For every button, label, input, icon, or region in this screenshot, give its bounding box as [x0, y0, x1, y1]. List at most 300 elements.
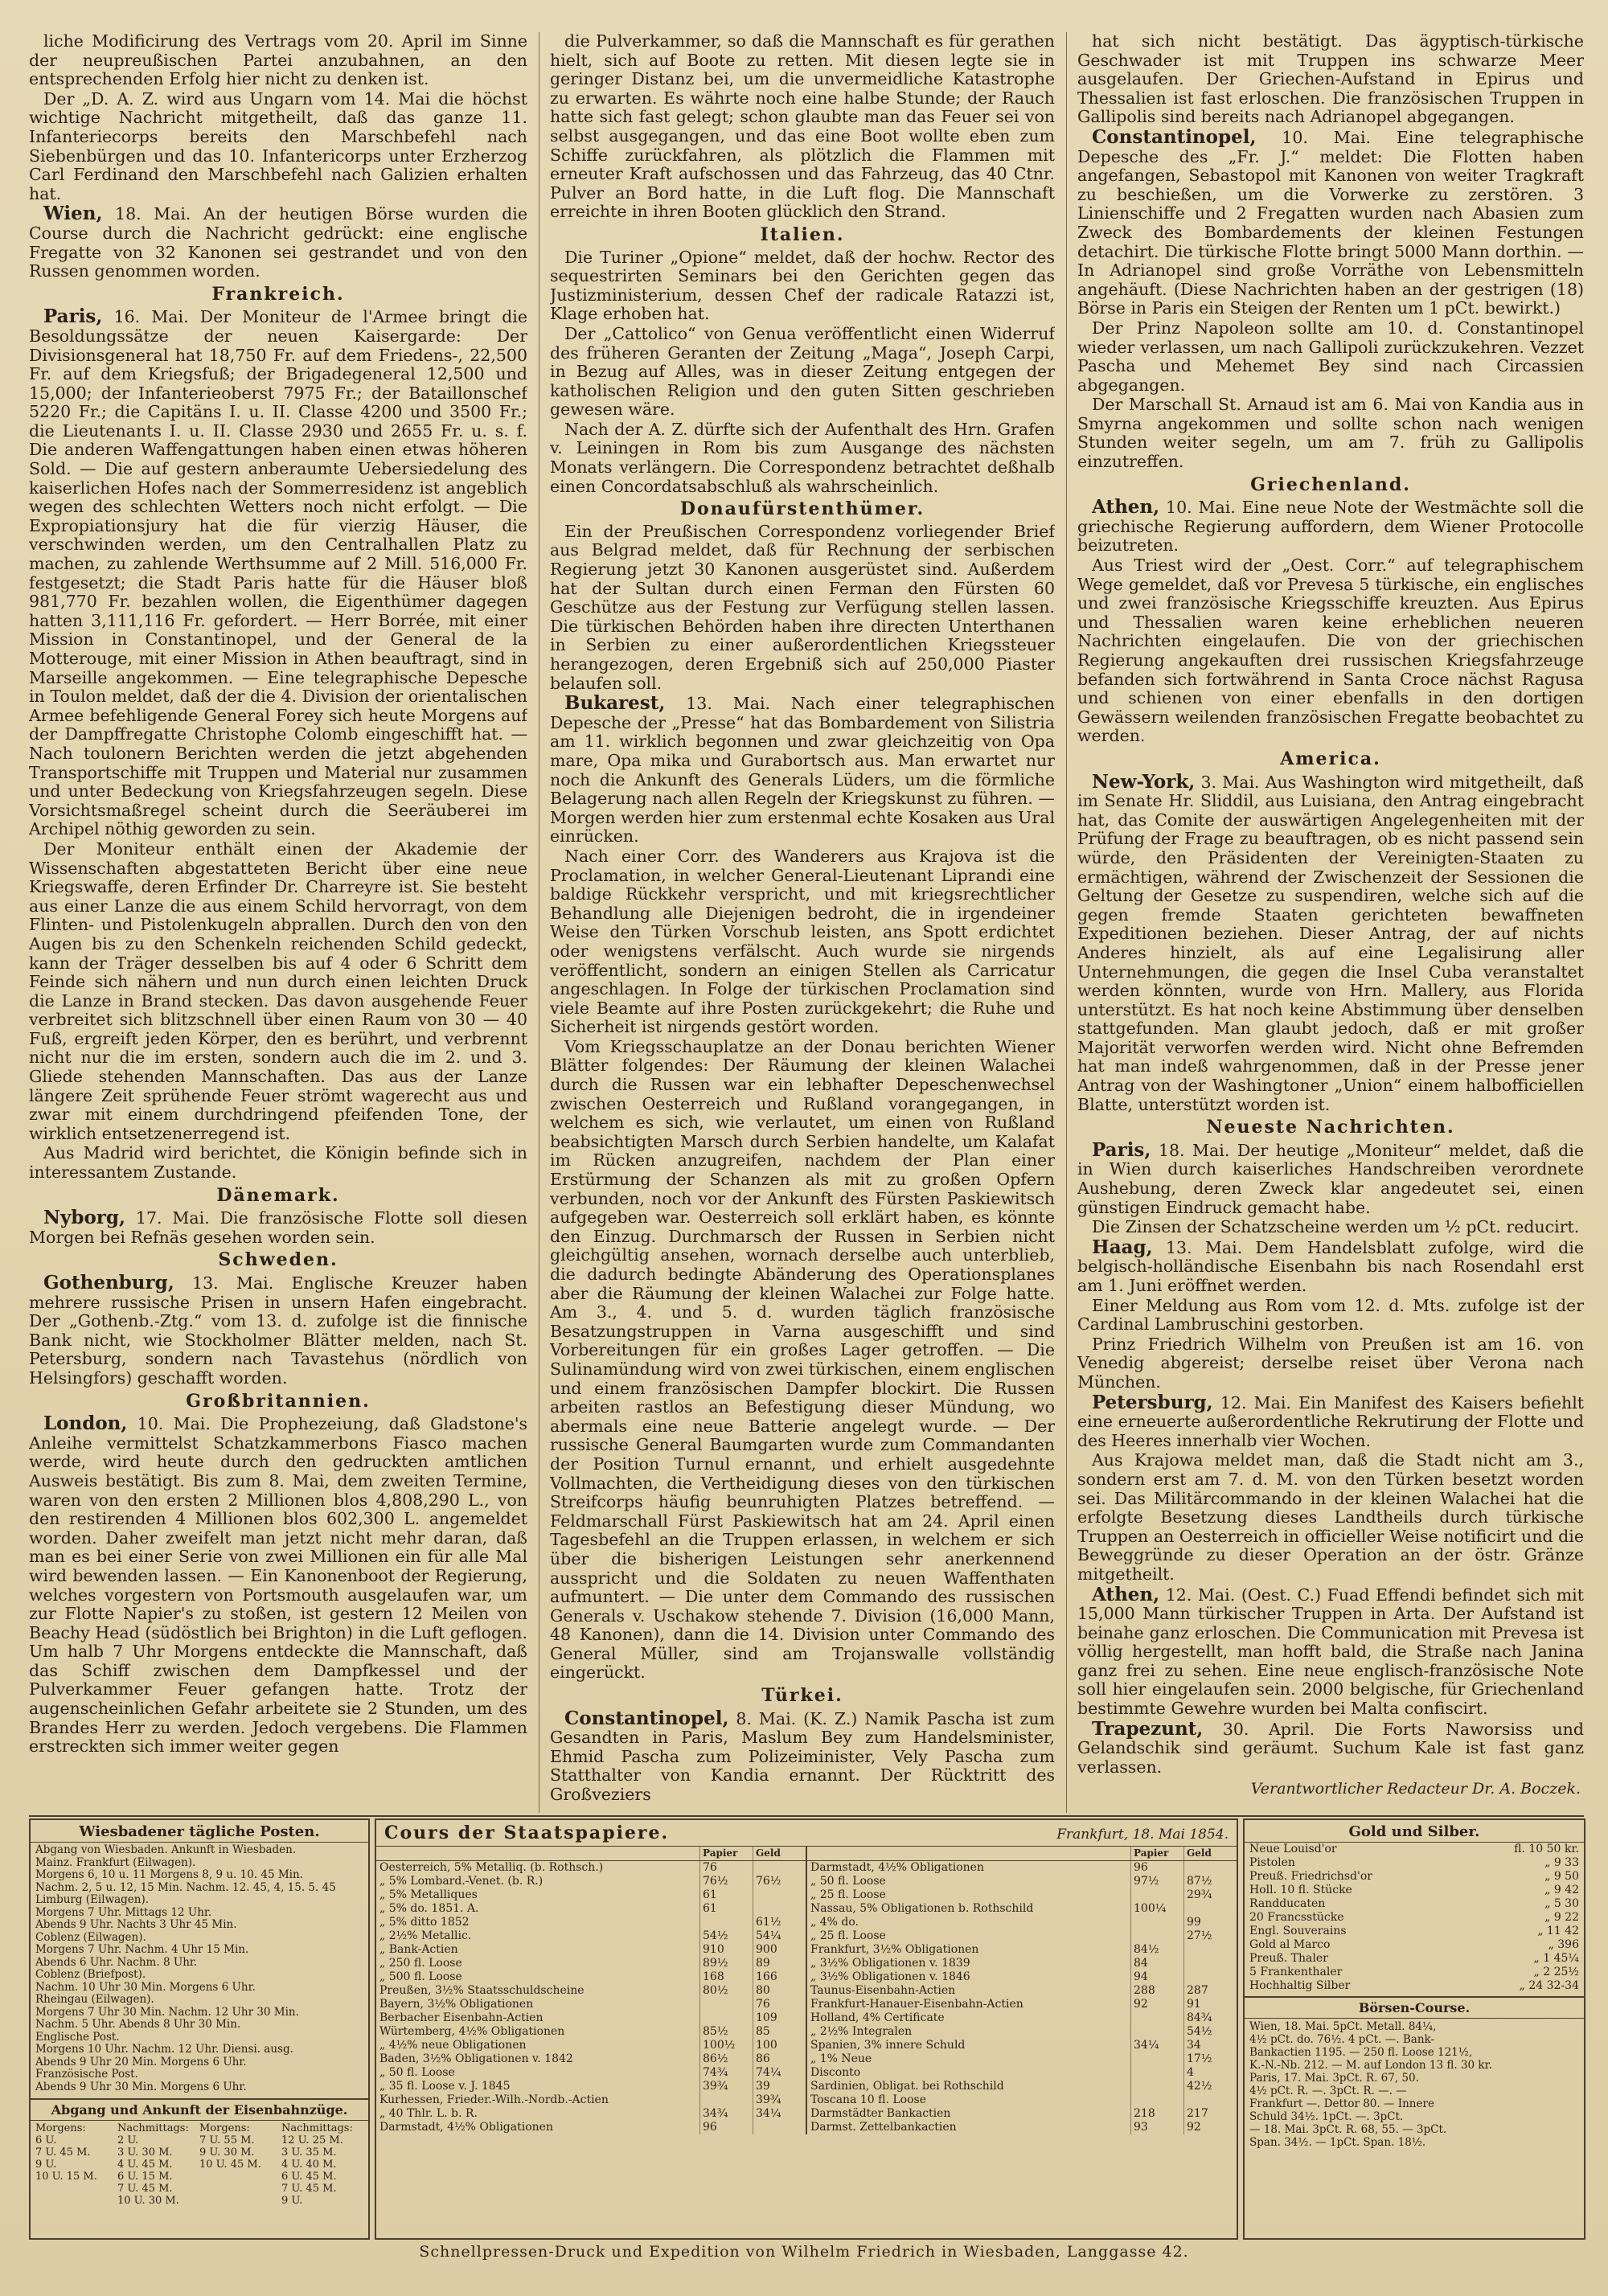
cours-row [807, 1929, 1237, 1943]
dateline: Paris, [43, 305, 103, 328]
cours-box [375, 1818, 1238, 2240]
geld-value: 74¼ [753, 2066, 806, 2080]
column-divider [1066, 32, 1067, 1813]
security-name: Taunus-Eisenbahn-Actien [810, 1984, 956, 1997]
cours-row [376, 1943, 806, 1957]
coin-name: Engl. Souverains [1249, 1925, 1347, 1937]
gold-box [1243, 1818, 1585, 2240]
paragraph-text: liche Modificirung des Vertrags vom 20. April im Sinne der neupreußischen Partei anzubahnen, an den entsprechenden Erfolg hier nicht zu denken ist. [29, 32, 527, 89]
security-name: „ 5% ditto 1852 [379, 1916, 470, 1929]
paragraph-text: Nach der A. Z. dürfte sich der Aufenthalt des Hrn. Grafen v. Leiningen in Rom bis zum Ausgange des nächsten Monats verlängern. Die Correspondenz betrachtet deßhalb einen Concordatsabschluß als wahrscheinlich. [550, 419, 1055, 496]
papier-value: 54½ [699, 1929, 753, 1943]
posts-row: Nachm. 2, 5 u. 12, 15 Min. Nachm. 12. 45, 4, 15. 5. 45 [35, 1881, 336, 1894]
article-paragraph [1077, 1451, 1584, 1584]
article-paragraph [1077, 1585, 1584, 1719]
coin-value: „ 9 33 [1544, 1856, 1579, 1869]
paragraph-text: Der „Cattolico“ von Genua veröffentlicht einen Widerruf des früheren Geranten der Zeitung „Maga“, Joseph Carpi, in Bezug auf Alles, was in dieser Zeitung entgegen der katholischen Religion und den guten Sitten geschrieben gewesen wäre. [550, 323, 1055, 420]
posts-row: Abends 9 Uhr 30 Min. Morgens 6 Uhr. [35, 2081, 247, 2093]
article-paragraph [29, 1414, 527, 1757]
train-cell: 9 U. [35, 2159, 57, 2171]
article-paragraph [29, 32, 527, 89]
article-paragraph [1077, 125, 1584, 318]
coin-name: Holl. 10 fl. Stücke [1249, 1884, 1352, 1896]
coin-name: Preuß. Thaler [1249, 1952, 1328, 1965]
cours-row [807, 1888, 1237, 1902]
security-name: „ 3½% Obligationen v. 1839 [810, 1957, 970, 1970]
cours-title: Cours der Staatspapiere. [384, 1822, 670, 1843]
train-cell [35, 2195, 117, 2207]
coin-value: „ 396 [1548, 1938, 1579, 1951]
cours-row [807, 2052, 1237, 2066]
train-cell: 6 U. 15 M. [117, 2171, 173, 2183]
geld-value [1183, 1970, 1237, 1984]
paragraph-text: 10. Mai. Eine telegraphische Depesche des „Fr. J.“ meldet: Die Flotten haben angefangen, Sebastopol mit Kanonen von weiter Tragkraft zu beschießen, um die Vorwerke zu zerstören. 3 Linienschiffe und 2 Fregatten wurden nach Abasien zum Zweck des Bombardements der kleinen Festungen detachirt. Die türkische Flotte bringt 5000 Mann dorthin. — In Adrianopel sind große Vorräthe von Lebensmitteln angehäuft. (Diese Nachrichten haben an der gestrigen (18) Börse in Paris ein Steigen der Renten um 1 pCt. bewirkt.) [1077, 127, 1584, 318]
train-cell: 3 U. 35 M. [281, 2146, 337, 2159]
posts-row: Morgens 6, 10 u. 11 Morgens 8, 9 u. 10. 45 Min. [35, 1869, 303, 1881]
paragraph-text: Die Zinsen der Schatzscheine werden um ½ pCt. reducirt. [1092, 1217, 1580, 1237]
posts-row: Nachm. 5 Uhr. Abends 8 Uhr 30 Min. [35, 2019, 241, 2031]
papier-value: 92 [1130, 1998, 1183, 2011]
security-name: Oesterreich, 5% Metalliq. (b. Rothsch.) [379, 1861, 604, 1874]
dateline: Paris, [1092, 1138, 1151, 1161]
section-heading: Türkei. [761, 1685, 843, 1707]
paragraph-text: 3. Mai. Aus Washington wird mitgetheilt, daß im Senate Hr. Sliddil, aus Luisiana, den Antrag eingebracht hat, das Comite der auswärtigen Angelegenheiten mit der Prüfung der Frage zu beauftragen, ob es nicht passend sein würde, den Präsidenten der Vereinigten-Staaten zu ermächtigen, während der Zwischenzeit der Sessionen die Geltung der Gesetze zu suspendiren, welche sich auf die gegen fremde Staaten gerichteten bewaffneten Expeditionen beziehen. Dieser Antrag, der auf nichts Anderes hinzielt, als auf eine Legalisirung aller Unternehmungen, die gegen die Insel Cuba veranstaltet werden könnten, wurde von Hrn. Mallery, aus Florida unterstützt. Es hat noch keine Abstimmung über denselben stattgefunden. Man glaubt jedoch, daß er mit großer Majorität verworfen werden wird. Nicht ohne Befremden hat man indeß wahrgenommen, daß in der Presse jener Antrag von der Washingtoner „Union“ einem halbofficiellen Blatte, unterstützt worden ist. [1077, 772, 1584, 1114]
papier-value: 76 [699, 1861, 753, 1875]
paragraph-text: die Pulverkammer, so daß die Mannschaft es für gerathen hielt, sich auf Boote zu retten. Mit diesen legte sie in geringer Distanz bei, um die unvermeidliche Katastrophe zu erwarten. Es währte noch eine halbe Stunde; der Rauch hatte sich fast gelegt; schon glaubte man das Feuer sei von selbst ausgegangen, und das eine Boot wollte eben zum Schiffe zurückfahren, als plötzlich die Flammen mit erneuter Kraft aufschossen und das Fahrzeug, das 40 Ctnr. Pulver an Bord hatte, in die Luft flog. Die Mannschaft erreichte in ihren Booten glücklich den Strand. [550, 32, 1055, 222]
gold-row [1245, 1843, 1584, 1856]
geld-value: 54¼ [753, 1929, 806, 1943]
dateline: Trapezunt, [1092, 1717, 1204, 1740]
security-name: Toscana 10 fl. Loose [810, 2093, 926, 2106]
article-paragraph [1077, 1717, 1584, 1777]
coin-value: „ 9 22 [1544, 1911, 1579, 1924]
article-paragraph [1077, 770, 1584, 1115]
cours-row [807, 1957, 1237, 1970]
cours-row [376, 1929, 806, 1943]
papier-value: 100¼ [1130, 1902, 1183, 1916]
article-columns [29, 32, 1584, 1813]
article-paragraph [550, 1709, 1055, 1805]
paragraph-text: 18. Mai. Der heutige „Moniteur“ meldet, daß die in Wien durch kaiserliches Handschreiben verordnete Aushebung, deren Zweck klar angedeutet sei, einen günstigen Eindruck gemacht habe. [1077, 1140, 1584, 1217]
security-name: „ 35 fl. Loose v. J. 1845 [379, 2080, 511, 2093]
coin-value: „ 24 32-34 [1519, 1979, 1579, 1992]
security-name: „ 5% do. 1851. A. [379, 1902, 479, 1915]
geld-value: 39¾ [753, 2093, 806, 2107]
gold-row [1245, 1870, 1584, 1884]
bourse-line: Paris, 17. Mai. 3pCt. R. 67, 50. [1249, 2072, 1419, 2085]
dateline: Gothenburg, [43, 1272, 174, 1294]
security-name: Darmst. Zettelbankactien [810, 2121, 957, 2134]
gold-row [1245, 1952, 1584, 1966]
geld-value [1183, 2093, 1237, 2107]
cours-row [376, 2039, 806, 2052]
train-cell: Nachmittags: [281, 2122, 353, 2134]
posts-row: Abends 9 Uhr 20 Min. Morgens 6 Uhr. [35, 2056, 247, 2068]
security-name: Frankfurt-Hanauer-Eisenbahn-Actien [810, 1998, 1023, 2011]
cours-row [807, 1943, 1237, 1957]
geld-value: 217 [1183, 2107, 1237, 2121]
papier-value: 86½ [699, 2052, 753, 2066]
section-heading: America. [1280, 748, 1381, 769]
coin-name: 5 Frankenthaler [1249, 1966, 1343, 1978]
geld-value: 29¾ [1183, 1888, 1237, 1902]
papier-value [1130, 1916, 1183, 1929]
geld-value: 76 [753, 1998, 806, 2011]
article-paragraph [29, 90, 527, 204]
papier-value: 74¾ [699, 2066, 753, 2080]
gold-row [1245, 1979, 1584, 1993]
train-cell: Morgens: [35, 2122, 86, 2134]
paragraph-text: Aus Madrid wird berichtet, die Königin befinde sich in interessantem Zustande. [29, 1143, 527, 1183]
paragraph-text: 13. Mai. Englische Kreuzer haben mehrere russische Prisen in unsern Hafen eingebracht. Der „Gothenb.-Ztg.“ vom 13. d. zufolge ist die finnische Bank nicht, wie Stockholmer Blätter melden, nach St. Petersburg, sondern nach Tavastehus (nördlich von Helsingfors) geschafft worden. [29, 1273, 527, 1388]
train-cell [199, 2183, 281, 2195]
geld-value [753, 2121, 806, 2134]
papier-value: 34¼ [1130, 2039, 1183, 2052]
cours-row [376, 1875, 806, 1888]
train-cell: 7 U. 45 M. [281, 2183, 337, 2195]
paragraph-text: Der „D. A. Z. wird aus Ungarn vom 14. Mai die höchst wichtige Nachricht mitgetheilt, daß das ganze 11. Infanteriecorps bereits den Marschbefehl nach Siebenbürgen und das 10. Infantericorps unter Erzherzog Carl Ferdinand den Marschbefehl nach Galizien erhalten hat. [29, 88, 527, 203]
article-paragraph [1077, 1297, 1584, 1335]
cours-row [376, 2025, 806, 2039]
security-name: „ 40 Thlr. L. b. R. [379, 2107, 478, 2120]
train-cell [199, 2195, 281, 2207]
paragraph-text: Der Prinz Napoleon sollte am 10. d. Constantinopel wieder verlassen, um nach Gallipoli zurückzukehren. Vezzet Pascha und Mehemet Bey sind nach Circassien abgegangen. [1077, 318, 1584, 395]
papier-value: 910 [699, 1943, 753, 1957]
cours-row [376, 2107, 806, 2121]
papier-value [1130, 2025, 1183, 2039]
cours-row [376, 1970, 806, 1984]
article-paragraph [1077, 1335, 1584, 1392]
train-cell: 10 U. 45 M. [199, 2159, 261, 2171]
article-paragraph [1077, 1238, 1584, 1296]
papier-value: 97½ [1130, 1875, 1183, 1888]
posts-row: Französische Post. [35, 2068, 138, 2081]
train-cell: 9 U. 30 M. [199, 2146, 255, 2159]
editor-credit: Verantwortlicher Redacteur Dr. A. Boczek. [1250, 1780, 1581, 1798]
cours-row [807, 1970, 1237, 1984]
section-heading: Neueste Nachrichten. [1206, 1117, 1455, 1138]
geld-value: 76½ [753, 1875, 806, 1888]
bourse-line: K.-N.-Nb. 212. — M. auf London 13 fl. 30 kr. [1249, 2059, 1492, 2072]
security-name: Nassau, 5% Obligationen b. Rothschild [810, 1902, 1034, 1915]
geld-value: 900 [753, 1943, 806, 1957]
article-paragraph [29, 204, 527, 281]
coin-value: „ 9 42 [1544, 1884, 1579, 1896]
geld-value: 80 [753, 1984, 806, 1998]
paragraph-text: Der Moniteur enthält einen der Akademie der Wissenschaften abgestatteten Bericht über eine neue Kriegswaffe, deren Erfinder Dr. Charreyre ist. Sie besteht aus einer Lanze die aus einem Schild hervorragt, von dem Flinten- und Pistolenkugeln abprallen. Durch den von den Augen bis zu den Schenkeln reichenden Schild gedeckt, kann der Träger desselben bis auf 4 oder 6 Schritt dem Feinde sich nähern und nun durch einen leichten Druck die Lanze in Brand stecken. Das davon ausgehende Feuer verbreitet sich blitzschnell über einen Raum von 30 — 40 Fuß, ergreift jeden Körper, den es berührt, und verbrennt nicht nur die im ersten, sondern auch die im 2. und 3. Gliede stehenden Mannschaften. Das aus der Lanze längere Zeit sprühende Feuer strömt wagerecht aus und zwar mit einem durchdringend pfeifenden Tone, der wirklich entsetzenerregend ist. [29, 838, 527, 1143]
posts-box [29, 1818, 370, 2240]
papier-value [699, 1998, 753, 2011]
posts-title: Wiesbadener tägliche Posten. [31, 1820, 368, 1843]
cours-row [807, 1902, 1237, 1916]
article-paragraph [550, 420, 1055, 496]
gold-row [1245, 1938, 1584, 1952]
papier-value: 76½ [699, 1875, 753, 1888]
paragraph-text: 16. Mai. Der Moniteur de l'Armee bringt die Besoldungssätze der neuen Kaisergarde: Der Divisionsgeneral hat 18,750 Fr. auf dem Friedens-, 22,500 Fr. auf dem Kriegsfuß; der Brigadegeneral 12,500 und 15,000; der Infanterieoberst 7975 Fr.; der Bataillonschef 5220 Fr.; die Capitäns I. u. II. Classe 4200 und 3500 Fr.; die Lieutenants I. u. II. Classe 2930 und 2655 Fr. u. s. f. Die anderen Waffengattungen haben einen etwas höheren Sold. — Die auf gestern anberaumte Uebersiedelung des kaiserlichen Hofes nach der Sommerresidenz ist angeblich wegen des schlechten Wetters noch nicht erfolgt. — Die Expropiationsjury hat die für vierzig Häuser, die verschwinden werden, um den Centralhallen Platz zu machen, zu zahlende Werthsumme auf 2 Mill. 516,000 Fr. festgesetzt; die Stadt Paris hatte für die Häuser bloß 981,770 Fr. bezahlen wollen, die Eigenthümer dagegen hatten 3,111,116 Fr. gefordert. — Herr Borrée, mit einer Mission in Constantinopel, und der General de la Motterouge, mit einer Mission in Athen beauftragt, sind in Marseille angekommen. — Eine telegraphische Depesche in Toulon meldet, daß der die 4. Division der orientalischen Armee befehligende General Forey sich heute Morgens auf der Dampffregatte Christophe Colomb eingeschifft hat. — Nach toulonern Berichten werden die jetzt abgehenden Transportschiffe mit Truppen und Material nur zusammen und unter Bedeckung von Kriegsfahrzeugen segeln. Diese Vorsichtsmaßregel scheint durch die Seeräuberei im Archipel nöthig geworden zu sein. [29, 307, 527, 839]
cours-tables [376, 1847, 1237, 2134]
section-heading: Schweden. [218, 1249, 338, 1271]
paragraph-text: 10. Mai. Eine neue Note der Westmächte soll die griechische Regierung auffordern, dem Wiener Protocolle beizutreten. [1077, 498, 1584, 556]
cours-row [807, 2093, 1237, 2107]
dateline: Constantinopel, [1092, 125, 1257, 148]
coin-name: Pistolen [1249, 1856, 1295, 1869]
cours-header [376, 1820, 1237, 1847]
gold-row [1245, 1911, 1584, 1925]
papier-value [1130, 1929, 1183, 1943]
bourse-line: Schuld 34½. 1pCt. —. 3pCt. [1249, 2110, 1404, 2123]
papier-value: 34¾ [699, 2107, 753, 2121]
cours-row [807, 2080, 1237, 2093]
papier-value: 96 [699, 2121, 753, 2134]
article-paragraph [550, 694, 1055, 847]
cours-row [376, 1861, 806, 1875]
papier-value: 85½ [699, 2025, 753, 2039]
coin-name: Randducaten [1249, 1897, 1326, 1910]
papier-value [699, 2093, 753, 2107]
cours-row [807, 2011, 1237, 2025]
security-name: „ 4½% neue Obligationen [379, 2039, 527, 2052]
section-heading: Griechenland. [1250, 474, 1411, 495]
cours-row [807, 2066, 1237, 2080]
paragraph-text: Nach einer Corr. des Wanderers aus Krajova ist die Proclamation, in welcher General-Lieutenant Liprandi eine baldige Rückkehr verspricht, und mit kriegsrechtlicher Behandlung alle Diejenigen bedroht, die in irgendeiner Weise den Türken Vorschub leisten, ans Spott erdichtet oder wenigstens verfälscht. Auch wurde sie nirgends veröffentlicht, sondern an einigen Stellen als Carricatur angeschlagen. In Folge der türkischen Proclamation sind viele Beamte auf ihre Posten zurückgekehrt; die Ruhe und Sicherheit ist nirgends gestört worden. [550, 846, 1055, 1037]
gold-row [1245, 1856, 1584, 1870]
papier-value: 100½ [699, 2039, 753, 2052]
papier-value: 39¾ [699, 2080, 753, 2093]
article-paragraph [1077, 1393, 1584, 1451]
paragraph-text: 18. Mai. An der heutigen Börse wurden die Course durch die Nachricht gedrückt: eine englische Fregatte von 32 Kanonen sei gestrandet und von den Russen genommen worden. [29, 204, 527, 281]
posts-row: Coblenz (Briefpost). [35, 1969, 146, 1981]
article-paragraph [29, 307, 527, 839]
cours-row [376, 1888, 806, 1902]
article-paragraph [550, 248, 1055, 324]
article-paragraph [29, 840, 527, 1144]
article-paragraph [550, 847, 1055, 1037]
security-name: „ 25 fl. Loose [810, 1888, 886, 1901]
cours-row [376, 1916, 806, 1929]
trains-title: Abgang und Ankunft der Eisenbahnzüge. [31, 2098, 368, 2121]
cours-row [807, 1861, 1237, 1875]
papier-value [1130, 1888, 1183, 1902]
cours-row [807, 1998, 1237, 2011]
security-name: „ 5% Metalliques [379, 1888, 478, 1901]
cours-row [376, 2052, 806, 2066]
paragraph-text: Prinz Friedrich Wilhelm von Preußen ist am 16. von Venedig abgereist; derselbe reiset über Verona nach München. [1077, 1334, 1584, 1392]
geld-value: 27½ [1183, 1929, 1237, 1943]
article-paragraph [1077, 1218, 1584, 1237]
geld-value [753, 1888, 806, 1902]
article-paragraph [1077, 556, 1584, 746]
posts-schedule [31, 1843, 368, 2095]
train-cell: 6 U. 45 M. [281, 2171, 337, 2183]
geld-value: 54½ [1183, 2025, 1237, 2039]
coin-name: Neue Louisd'or [1249, 1843, 1337, 1855]
cours-row [807, 2121, 1237, 2134]
article-paragraph [550, 1038, 1055, 1683]
bourse-line: 4½ pCt. R. —. 3pCt. R. —. — [1249, 2085, 1407, 2097]
train-cell [35, 2183, 117, 2195]
security-name: Frankfurt, 3½% Obligationen [810, 1943, 979, 1956]
section-heading: Italien. [760, 223, 845, 245]
geld-value: 89 [753, 1957, 806, 1970]
security-name: Darmstädter Bankactien [810, 2107, 951, 2120]
papier-value: 84 [1130, 1957, 1183, 1970]
coin-value: „ 2 25½ [1533, 1966, 1579, 1978]
train-cell: Nachmittags: [117, 2122, 189, 2134]
article-paragraph [1077, 1138, 1584, 1217]
paragraph-text: Aus Triest wird der „Oest. Corr.“ auf telegraphischem Wege gemeldet, daß vor Prevesa 5 türkische, ein englisches und zwei französische Kriegsschiffe kreuzten. Aus Epirus und Thessalien waren keine erheblichen neueren Nachrichten eingelaufen. Die von der griechischen Regierung angekauften drei russischen Kriegsfahrzeuge befanden sich fortwährend in Santa Croce nächst Ragusa und schienen von einer ebenfalls in den dortigen Gewässern weilenden französischen Fregatte beobachtet zu werden. [1077, 556, 1584, 746]
train-cell: 2 U. [117, 2134, 139, 2146]
papier-value [1130, 2080, 1183, 2093]
cours-table-header: Papier Geld [807, 1847, 1237, 1861]
cours-row [376, 1957, 806, 1970]
train-cell: 10 U. 15 M. [35, 2171, 97, 2183]
posts-row: Abends 9 Uhr. Nachts 3 Uhr 45 Min. [35, 1919, 237, 1931]
gold-row [1245, 1897, 1584, 1911]
dateline: Nyborg, [43, 1207, 126, 1229]
train-cell: 9 U. [281, 2195, 303, 2207]
security-name: Würtemberg, 4½% Obligationen [379, 2025, 565, 2038]
geld-value [1183, 1957, 1237, 1970]
coin-value: fl. 10 50 kr. [1514, 1843, 1579, 1855]
cours-row [376, 2080, 806, 2093]
paragraph-text: Ein der Preußischen Correspondenz vorliegender Brief aus Belgrad meldet, daß für Rechnung der serbischen Regierung jetzt 30 Kanonen ausgerüstet sind. Außerdem hat der Sultan durch einen Ferman den Fürsten 60 Geschütze aus der Festung zur Verfügung stellen lassen. Die türkischen Behörden haben ihre directen Unterthanen in Serbien zu einer außerordentlichen Kriegssteuer herangezogen, deren Ergebniß sich auf 250,000 Piaster belaufen soll. [550, 521, 1055, 693]
bourse-title: Börsen-Course. [1245, 1996, 1584, 2019]
coin-value: „ 5 30 [1544, 1897, 1579, 1910]
papier-value: 218 [1130, 2107, 1183, 2121]
article-paragraph [29, 1273, 527, 1388]
section-heading: Frankreich. [211, 283, 345, 305]
train-cell: 4 U. 40 M. [281, 2159, 337, 2171]
security-name: Sardinien, Obligat. bei Rothschild [810, 2080, 1004, 2093]
paragraph-text: Einer Meldung aus Rom vom 12. d. Mts. zufolge ist der Cardinal Lambruschini gestorben. [1077, 1295, 1584, 1335]
papier-value: 89½ [699, 1957, 753, 1970]
papier-value [1130, 2052, 1183, 2066]
security-name: Spanien, 3% innere Schuld [810, 2039, 966, 2052]
paragraph-text: 12. Mai. Ein Manifest des Kaisers befiehlt eine erneuerte außerordentliche Rekrutirung der Flotte und des Heeres innerhalb vier Wochen. [1077, 1392, 1584, 1450]
geld-value: 85 [753, 2025, 806, 2039]
geld-value: 109 [753, 2011, 806, 2025]
paragraph-text: 8. Mai. (K. Z.) Namik Pascha ist zum Gesandten in Paris, Maslum Bey zum Handelsminister, Ehmid Pascha zum Polizeiminister, Vely Pascha zum Statthalter von Kandia ernannt. Der Rücktritt des Großveziers [550, 1708, 1055, 1805]
posts-row: Nachm. 10 Uhr 30 Min. Morgens 6 Uhr. [35, 1981, 256, 1994]
geld-value: 34 [1183, 2039, 1237, 2052]
dateline: New-York, [1092, 770, 1196, 793]
coin-value: „ 9 50 [1544, 1870, 1579, 1883]
security-name: „ Bank-Actien [379, 1943, 458, 1956]
geld-value [1183, 1861, 1237, 1875]
security-name: Berbacher Eisenbahn-Actien [379, 2011, 544, 2024]
article-paragraph [1077, 498, 1584, 556]
geld-value: 42½ [1183, 2080, 1237, 2093]
geld-value: 166 [753, 1970, 806, 1984]
train-cell: 4 U. 45 M. [117, 2159, 173, 2171]
coin-name: 20 Francsstücke [1249, 1911, 1344, 1924]
geld-value [753, 1902, 806, 1916]
posts-row: Mainz. Frankfurt (Eilwagen). [35, 1856, 196, 1869]
cours-row [376, 1984, 806, 1998]
financial-section [29, 1818, 1584, 2237]
train-cell: 7 U. 55 M. [199, 2134, 255, 2146]
coin-value: „ 11 42 [1537, 1925, 1579, 1937]
article-paragraph [1077, 32, 1584, 127]
section-heading: Dänemark. [216, 1184, 340, 1206]
papier-value [699, 2011, 753, 2025]
papier-value: 61 [699, 1888, 753, 1902]
gold-table [1245, 1843, 1584, 1993]
papier-value: 84½ [1130, 1943, 1183, 1957]
article-paragraph [29, 1208, 527, 1247]
posts-row: Morgens 7 Uhr. Nachm. 4 Uhr 15 Min. [35, 1944, 249, 1956]
security-name: „ 50 fl. Loose [379, 2066, 455, 2079]
papier-value: 288 [1130, 1984, 1183, 1998]
paragraph-text: Der Marschall St. Arnaud ist am 6. Mai von Kandia aus in Smyrna angekommen und sollte schon nach wenigen Stunden weiter segeln, um am 7. früh zu Gallipolis einzutreffen. [1077, 395, 1584, 472]
papier-value: 61 [699, 1902, 753, 1916]
section-divider [29, 1815, 1584, 1817]
bourse-list [1245, 2019, 1584, 2150]
paragraph-text: 17. Mai. Die französische Flotte soll diesen Morgen bei Refnäs gesehen worden sein. [29, 1208, 527, 1247]
papier-value: 80½ [699, 1984, 753, 1998]
paragraph-text: 13. Mai. Nach einer telegraphischen Depesche der „Presse“ hat das Bombardement von Silistria am 11. wirklich begonnen und zwar gleichzeitig von Opa mare, Opa mika und Gurabortsch aus. Man erwartet nur noch die Ankunft des Generals Lüders, um die förmliche Belagerung nach allen Regeln der Kriegskunst zu führen. — Morgen werden hier zum erstenmal echte Kosaken aus Ural einrücken. [550, 694, 1055, 847]
security-name: Baden, 3½% Obligationen v. 1842 [379, 2052, 573, 2065]
security-name: „ 250 fl. Loose [379, 1957, 462, 1970]
security-name: Darmstadt, 4½% Obligationen [810, 1861, 984, 1874]
cours-row [376, 2121, 806, 2134]
security-name: „ 50 fl. Loose [810, 1875, 886, 1888]
security-name: „ 25 fl. Loose [810, 1929, 886, 1942]
papier-value: 94 [1130, 1970, 1183, 1984]
cours-table-right [807, 1847, 1237, 2134]
dateline: Haag, [1092, 1236, 1153, 1258]
bourse-line: 4½ pCt. do. 76½. 4 pCt. —. Bank- [1249, 2033, 1435, 2046]
geld-value [1183, 1943, 1237, 1957]
cours-row [376, 1998, 806, 2011]
cours-row [807, 1875, 1237, 1888]
posts-row: Morgens 10 Uhr. Nachm. 12 Uhr. Diensi. ausg. [35, 2044, 293, 2056]
security-name: „ 3½% Obligationen v. 1846 [810, 1970, 970, 1983]
bourse-line: Bankactien 1195. — 250 fl. Loose 121½, [1249, 2046, 1473, 2059]
papier-value: 168 [699, 1970, 753, 1984]
security-name: Disconto [810, 2066, 861, 2079]
cours-row [807, 1916, 1237, 1929]
papier-value: 96 [1130, 1861, 1183, 1875]
bourse-line: Wien, 18. Mai. 5pCt. Metall. 84¼, [1249, 2020, 1437, 2033]
paragraph-text: 12. Mai. (Oest. C.) Fuad Effendi befindet sich mit 15,000 Mann türkischer Truppen in Arta. Der Aufstand ist beinahe ganz erloschen. Die Communication mit Prevesa ist völlig hergestellt, man hofft bald, die Straße nach Janina ganz frei zu sehen. Eine neue englisch-französische Note soll hier eingelaufen sein. 2000 belgische, für Griechenland bestimmte Gewehre wurden bei Malta confiscirt. [1077, 1585, 1584, 1719]
article-paragraph [1077, 396, 1584, 471]
posts-row: Abends 6 Uhr. Nachm. 8 Uhr. [35, 1956, 198, 1969]
security-name: „ 500 fl. Loose [379, 1970, 462, 1983]
cours-row [807, 2107, 1237, 2121]
geld-value [753, 1861, 806, 1875]
cours-row [376, 2093, 806, 2107]
paragraph-text: Aus Krajowa meldet man, daß die Stadt nicht am 3., sondern erst am 7. d. M. von den Türken besetzt worden sei. Das Militärcommando in der kleinen Walachei hat die erfolgte Besetzung dieses Landtheils durch türkische Truppen an Oesterreich in officieller Weise notificirt und die Beweggründe zu dieser Operation an der östr. Gränze mitgetheilt. [1077, 1450, 1584, 1584]
dateline: Constantinopel, [564, 1707, 729, 1729]
paragraph-text: 30. April. Die Forts Naworsiss und Gelandschik sind geräumt. Suchum Kale ist fast ganz verlassen. [1077, 1719, 1584, 1777]
dateline: London, [43, 1412, 128, 1435]
geld-value: 34¼ [753, 2107, 806, 2121]
cours-row [807, 2039, 1237, 2052]
train-cell: 3 U. 30 M. [117, 2146, 173, 2159]
gold-title: Gold und Silber. [1245, 1820, 1584, 1843]
security-name: Darmstadt, 4½% Obligationen [379, 2121, 553, 2134]
geld-value: 92 [1183, 2121, 1237, 2134]
train-cell: Morgens: [199, 2122, 250, 2134]
train-cell: 12 U. 25 M. [281, 2134, 343, 2146]
article-paragraph [550, 523, 1055, 693]
cours-date: Frankfurt, 18. Mai 1854. [1056, 1827, 1229, 1843]
geld-value: 99 [1183, 1916, 1237, 1929]
dateline: Petersburg, [1092, 1391, 1213, 1413]
geld-value: 287 [1183, 1984, 1237, 1998]
cours-row [376, 2066, 806, 2080]
